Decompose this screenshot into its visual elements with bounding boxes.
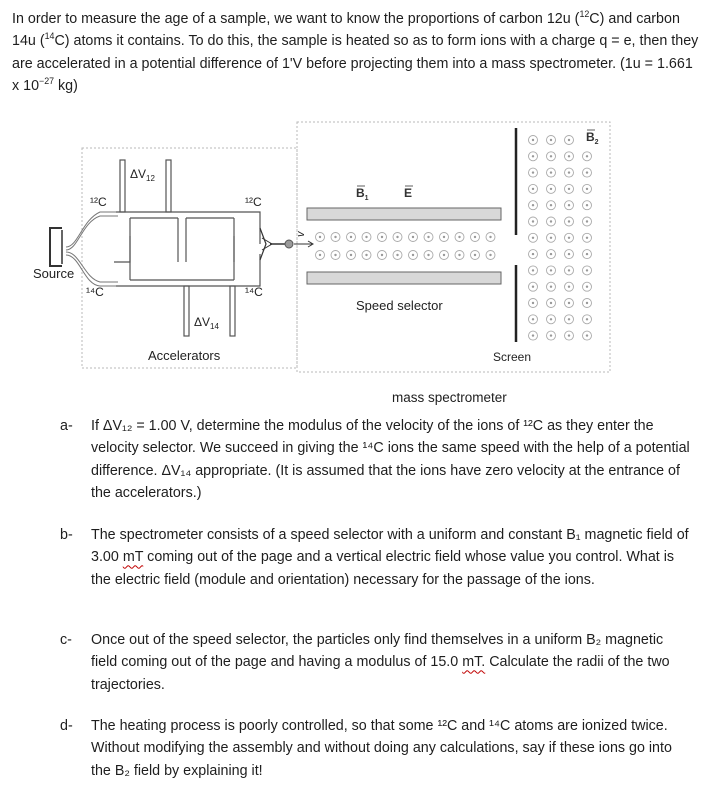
intro-text-2c: kg) xyxy=(54,77,78,94)
field-dot-center xyxy=(550,302,552,304)
field-dot-center xyxy=(568,155,570,157)
dv14-label: $\Delta V_{14}$ xyxy=(194,315,219,331)
intro-text-1: In order to measure the age of a sample, we want to know the proportions of carbon 12u ( xyxy=(12,11,580,27)
field-dot-center xyxy=(586,286,588,288)
field-dot-center xyxy=(586,188,588,190)
field-dot-center xyxy=(550,220,552,222)
field-dot-center xyxy=(532,302,534,304)
field-dot-center xyxy=(586,334,588,336)
field-dot-center xyxy=(532,139,534,141)
field-dot-center xyxy=(489,236,491,238)
field-dot-center xyxy=(532,171,534,173)
field-dot-center xyxy=(396,236,398,238)
speed-selector-label: Speed selector xyxy=(356,298,443,313)
field-dot-center xyxy=(381,254,383,256)
field-dot-center xyxy=(532,220,534,222)
field-dot-center xyxy=(550,237,552,239)
field-dot-center xyxy=(350,254,352,256)
question-b-unit: mT xyxy=(122,549,144,566)
figure-caption: mass spectrometer xyxy=(392,390,507,405)
field-dot-center xyxy=(568,188,570,190)
question-c xyxy=(60,629,690,696)
field-dot-center xyxy=(365,236,367,238)
field-dot-center xyxy=(568,237,570,239)
field-dot-center xyxy=(532,334,534,336)
field-dot-center xyxy=(550,334,552,336)
field-dot-center xyxy=(550,286,552,288)
field-dot-center xyxy=(532,237,534,239)
field-dot-center xyxy=(550,155,552,157)
upper-plate xyxy=(307,208,501,220)
question-c-text xyxy=(91,629,690,696)
field-dot-center xyxy=(586,155,588,157)
field-dot-center xyxy=(586,220,588,222)
source-label: Source xyxy=(33,266,75,281)
field-dot-center xyxy=(586,302,588,304)
field-dot-center xyxy=(550,188,552,190)
field-dot-center xyxy=(443,254,445,256)
field-dot-center xyxy=(586,171,588,173)
field-dot-center xyxy=(568,253,570,255)
field-dot-center xyxy=(550,139,552,141)
c12-right-label: ¹²C xyxy=(245,195,262,209)
field-dot-center xyxy=(334,254,336,256)
field-dot-center xyxy=(458,254,460,256)
field-dot-center xyxy=(458,236,460,238)
field-dot-center xyxy=(443,236,445,238)
field-dot-center xyxy=(586,237,588,239)
field-dot-center xyxy=(319,236,321,238)
field-dot-center xyxy=(532,155,534,157)
field-dot-center xyxy=(550,204,552,206)
spectrometer-frame xyxy=(297,122,610,372)
field-dot-center xyxy=(532,269,534,271)
field-dot-center xyxy=(550,171,552,173)
iso-12-superscript: 12 xyxy=(579,9,590,20)
field-dot-center xyxy=(532,253,534,255)
question-b-text-b: coming out of the page and a vertical electric field whose value you control. What is the electric field (module and orientation) necessary for the passage of the ions. xyxy=(91,549,675,588)
velocity-label: v xyxy=(295,231,307,237)
field-dot-center xyxy=(568,302,570,304)
question-c-letter: c- xyxy=(60,632,72,648)
field-dot-center xyxy=(334,236,336,238)
field-dot-center xyxy=(550,318,552,320)
question-d-text: The heating process is poorly controlled, so that some ¹²C and ¹⁴C atoms are ionized twice. Without modifying the assembly and without doing any calculations, say if these ions go into the B₂ field by explaining it! xyxy=(91,718,672,779)
question-c-text-b: Calculate the radii of the two trajectories. xyxy=(91,654,670,693)
screen-label: Screen xyxy=(493,350,532,364)
field-dot-center xyxy=(586,204,588,206)
field-dot-center xyxy=(568,318,570,320)
question-b-text xyxy=(91,524,690,591)
exponent: −27 xyxy=(39,76,55,87)
field-dot-center xyxy=(568,269,570,271)
field-dot-center xyxy=(350,236,352,238)
field-dot-center xyxy=(568,220,570,222)
field-dot-center xyxy=(412,254,414,256)
lower-plate xyxy=(307,272,501,284)
field-dot-center xyxy=(427,254,429,256)
question-a-letter: a- xyxy=(60,418,73,434)
question-b xyxy=(60,524,690,591)
field-dot-center xyxy=(532,318,534,320)
iso-14-superscript: 14 xyxy=(44,31,55,42)
field-dot-center xyxy=(532,286,534,288)
question-a xyxy=(60,415,690,504)
field-dot-center xyxy=(568,204,570,206)
question-d-letter: d- xyxy=(60,718,73,734)
b2-label: $B_2$ xyxy=(586,130,599,146)
e-field-label: E xyxy=(404,186,413,200)
field-dot-center xyxy=(568,286,570,288)
field-dot-center xyxy=(532,188,534,190)
field-dot-center xyxy=(568,139,570,141)
b1-label: $B_1$ xyxy=(356,186,369,202)
ion-particle xyxy=(285,240,293,248)
field-dot-center xyxy=(489,254,491,256)
field-dot-center xyxy=(365,254,367,256)
field-dot-center xyxy=(381,236,383,238)
question-d xyxy=(60,715,690,782)
question-c-unit: mT. xyxy=(462,654,486,671)
field-dot-center xyxy=(568,334,570,336)
intro-text-1b: C) xyxy=(589,11,605,27)
field-dot-center xyxy=(550,253,552,255)
field-dot-center xyxy=(319,254,321,256)
field-dot-center xyxy=(550,269,552,271)
field-dot-center xyxy=(586,253,588,255)
intro-text-2b: C) atoms it contains. To do this, the sample is heated so as to form ions with a charge q = e, then they are accelerated in a potential difference of 1'V before projecting them into a mass spectrometer. (1u = 1.661 x 10 xyxy=(12,33,699,94)
question-c-text-a: Once out of the speed selector, the particles only find themselves in a uniform B₂ magnetic field coming out of the page and having a modulus of 15.0 xyxy=(91,632,664,671)
field-dot-center xyxy=(568,171,570,173)
b1-field-dots xyxy=(316,233,496,260)
c14-right-label: ¹⁴C xyxy=(245,285,263,299)
field-dot-center xyxy=(427,236,429,238)
field-dot-center xyxy=(474,236,476,238)
accelerators-label: Accelerators xyxy=(148,348,221,363)
field-dot-center xyxy=(532,204,534,206)
field-dot-center xyxy=(396,254,398,256)
field-dot-center xyxy=(586,269,588,271)
c12-left-label: ¹²C xyxy=(90,195,107,209)
dv12-label: $\Delta V_{12}$ xyxy=(130,167,155,183)
intro-text-2: and carbon 14u ( xyxy=(12,11,680,50)
question-a-text: If ΔV₁₂ = 1.00 V, determine the modulus of the velocity of the ions of ¹²C as they enter the velocity selector. We succeed in giving the ¹⁴C ions the same speed with the help of a potential difference. ΔV₁₄ appropriate. (It is assumed that the ions have zero velocity at the entrance of the accelerators.) xyxy=(91,418,690,501)
field-dot-center xyxy=(474,254,476,256)
lower-accelerator xyxy=(116,236,260,336)
field-dot-center xyxy=(586,318,588,320)
source-icon xyxy=(50,228,62,266)
question-b-letter: b- xyxy=(60,527,73,543)
c14-left-label: ¹⁴C xyxy=(86,285,104,299)
field-dot-center xyxy=(412,236,414,238)
question-b-text-a: The spectrometer consists of a speed selector with a uniform and constant B₁ magnetic field of 3.00 xyxy=(91,527,689,566)
b2-field-dots xyxy=(529,136,592,341)
